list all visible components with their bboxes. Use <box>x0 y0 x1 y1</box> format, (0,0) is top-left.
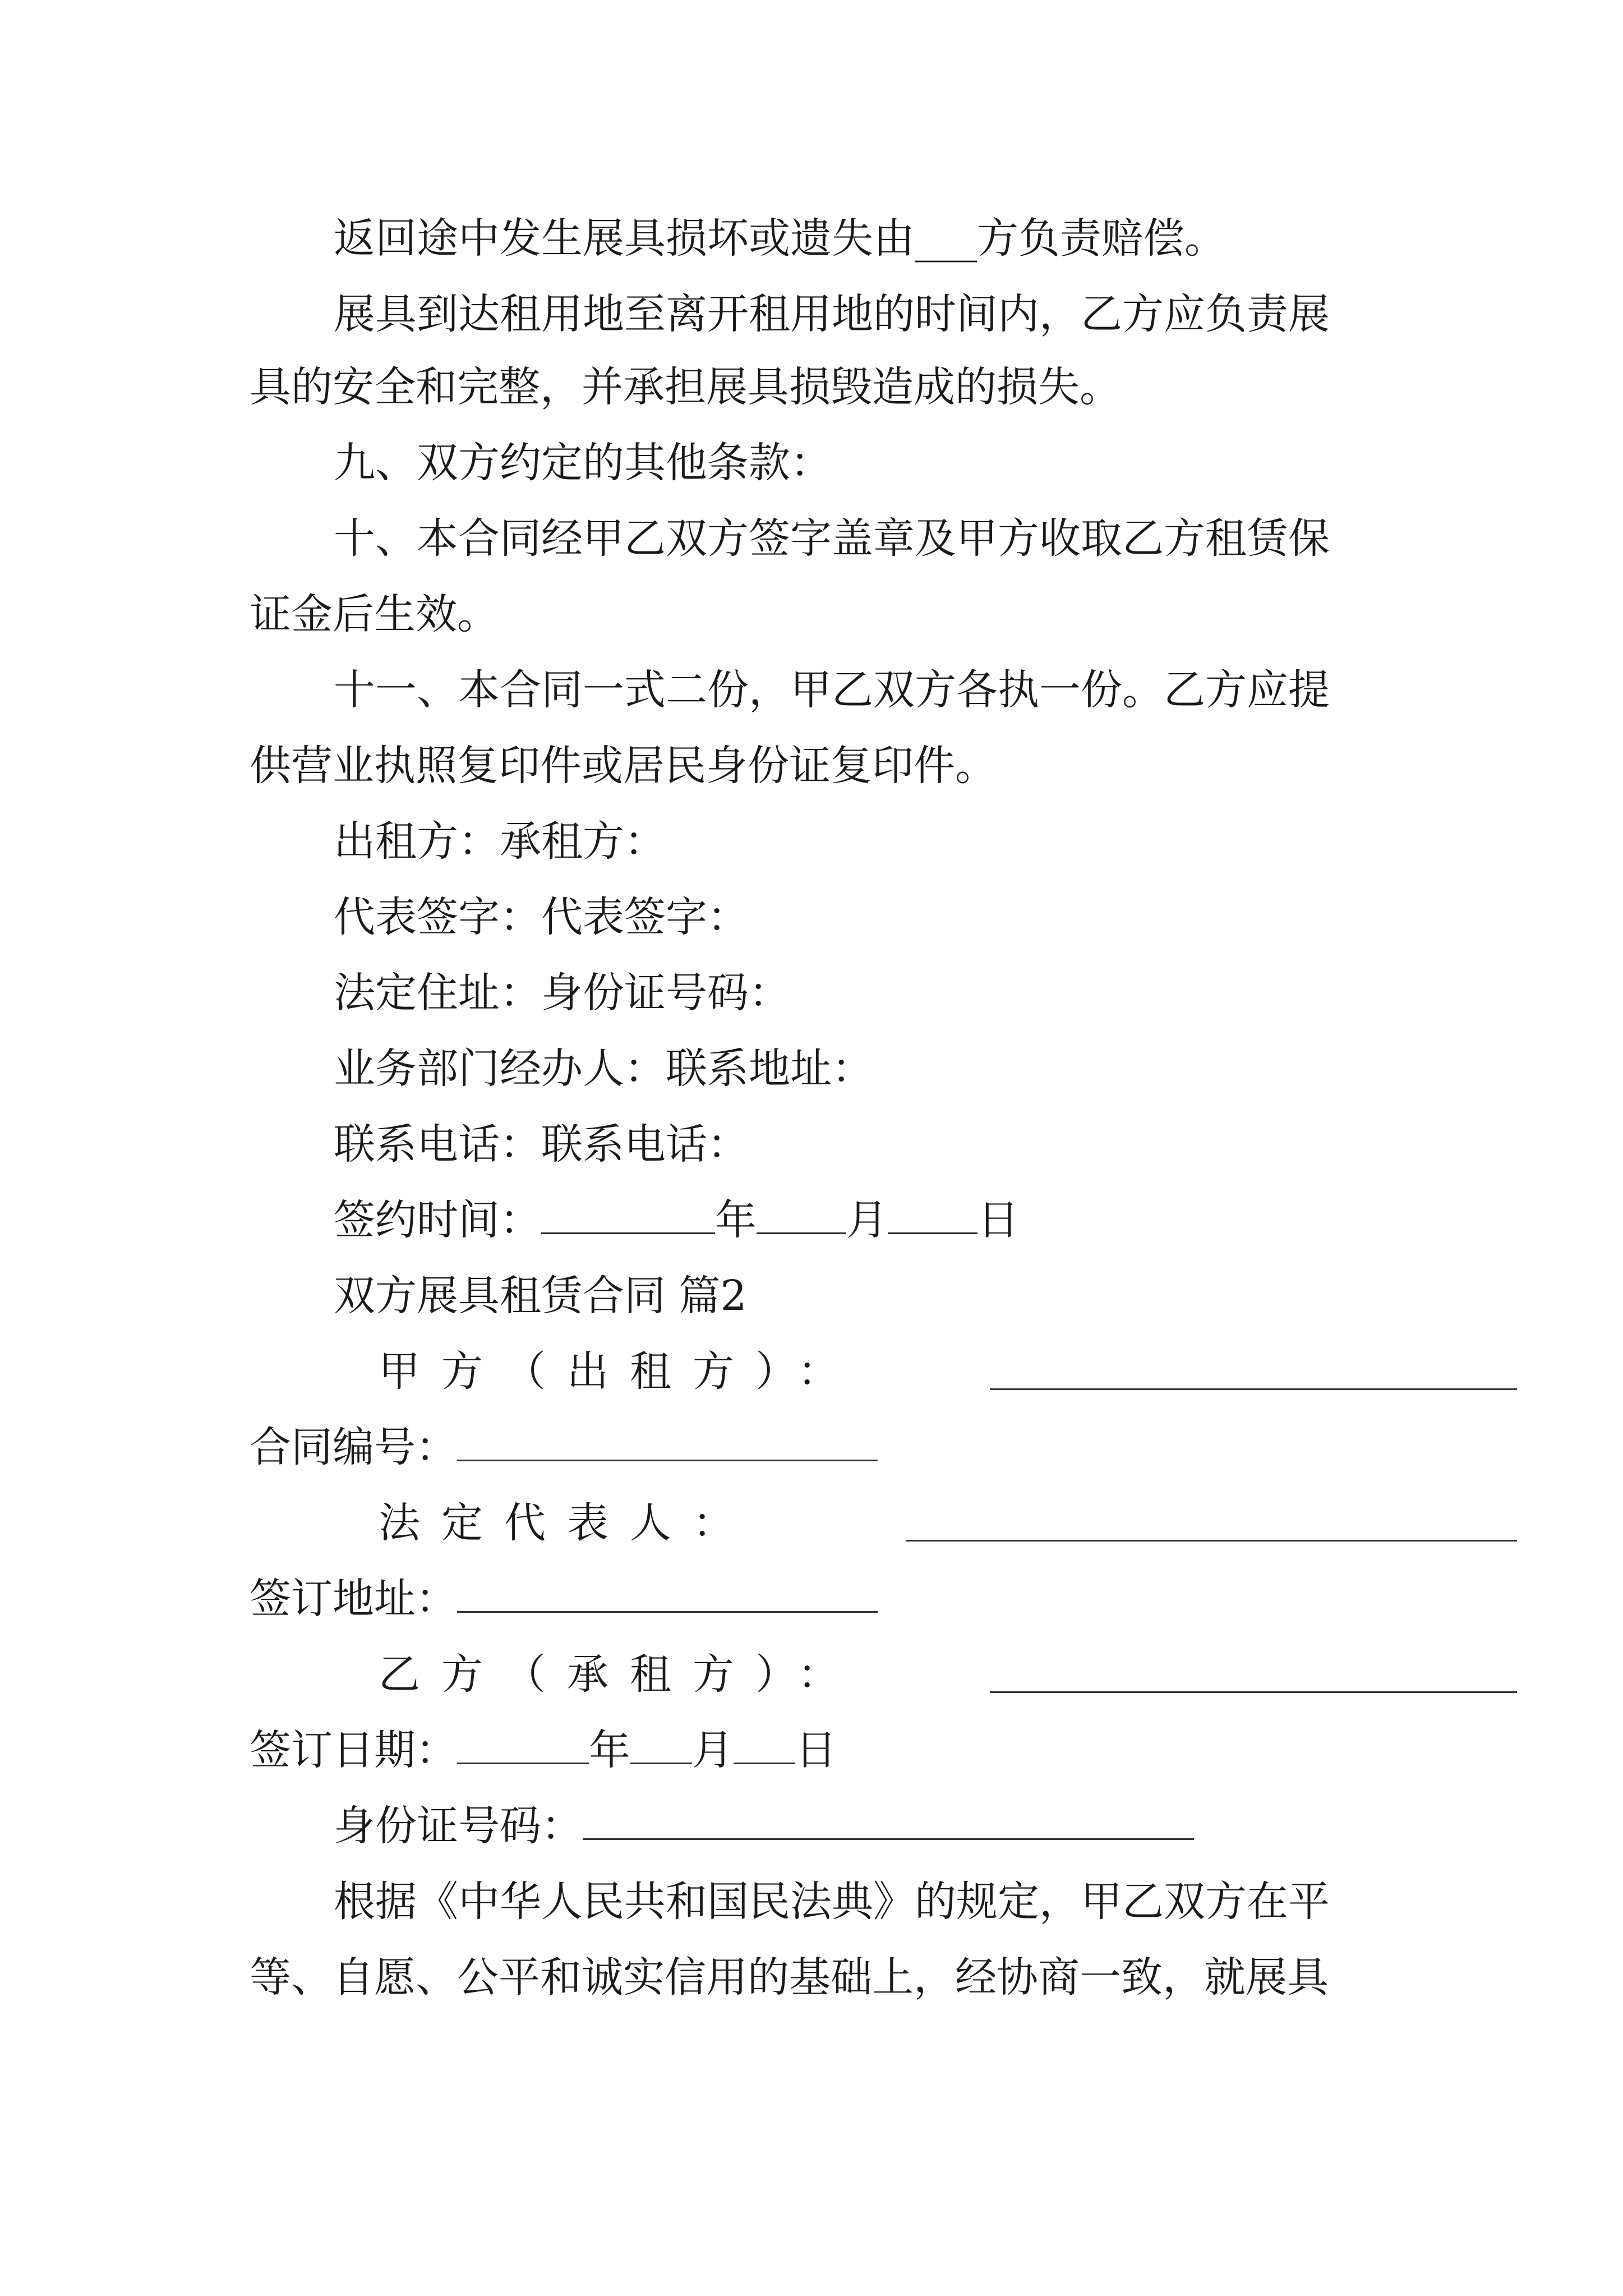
paragraph-line: 根据《中华人民共和国民法典》的规定，甲乙双方在平 <box>334 1878 1330 1926</box>
party-a-label: 甲方（出租方）： <box>379 1347 860 1396</box>
paragraph-line: 十一、本合同一式二份，甲乙双方各执一份。乙方应提 <box>334 666 1330 714</box>
sign-place-line <box>250 1571 1388 1627</box>
sign-year-blank <box>457 1728 589 1764</box>
sign-time-label: 签约时间： <box>334 1196 541 1244</box>
sign-date-label: 签订日期： <box>250 1726 457 1774</box>
year-label: 年 <box>715 1196 757 1244</box>
contract-no-blank <box>457 1425 878 1461</box>
signature-line: 出租方：承租方： <box>334 817 666 866</box>
paragraph-line: 供营业执照复印件或居民身份证复印件。 <box>250 742 997 790</box>
signature-line: 代表签字：代表签字： <box>334 893 749 941</box>
paragraph-line: 返回途中发生展具损坏或遗失由___方负责赔偿。 <box>334 214 1226 263</box>
id-no-label: 身份证号码： <box>334 1802 583 1850</box>
signature-line: 法定住址：身份证号码： <box>334 969 790 1017</box>
contract-no-line <box>250 1419 1388 1475</box>
paragraph-line: 证金后生效。 <box>250 590 499 638</box>
party-b-blank <box>990 1657 1517 1693</box>
contract-no-label: 合同编号： <box>250 1423 457 1471</box>
sign-year-label: 年 <box>589 1726 630 1774</box>
paragraph-line: 九、双方约定的其他条款： <box>334 439 832 487</box>
legal-rep-label: 法定代表人： <box>379 1499 755 1547</box>
month-blank <box>757 1198 846 1234</box>
party-b-line <box>250 1646 1517 1703</box>
paragraph-line: 等、自愿、公平和诚实信用的基础上，经协商一致，就展具 <box>250 1953 1329 2001</box>
sign-date-line <box>250 1722 1388 1778</box>
paragraph-line: 展具到达租用地至离开租用地的时间内，乙方应负责展 <box>334 290 1330 338</box>
party-a-line <box>250 1343 1517 1400</box>
sign-time-line <box>250 1192 1472 1248</box>
legal-rep-blank <box>906 1505 1517 1542</box>
day-blank <box>888 1198 978 1234</box>
sign-day-label: 日 <box>795 1726 837 1774</box>
party-a-blank <box>990 1354 1517 1390</box>
signature-line: 联系电话：联系电话： <box>334 1120 749 1168</box>
year-blank <box>541 1198 715 1234</box>
paragraph-line: 十、本合同经甲乙双方签字盖章及甲方收取乙方租赁保 <box>334 514 1330 563</box>
day-label: 日 <box>978 1196 1019 1244</box>
id-no-line <box>250 1798 1472 1854</box>
month-label: 月 <box>846 1196 888 1244</box>
sign-place-blank <box>457 1576 878 1613</box>
id-no-blank <box>583 1803 1194 1840</box>
paragraph-line: 具的安全和完整，并承担展具损毁造成的损失。 <box>250 363 1121 411</box>
sign-day-blank <box>734 1728 795 1764</box>
sign-month-blank <box>630 1728 692 1764</box>
sign-month-label: 月 <box>692 1726 734 1774</box>
sign-place-label: 签订地址： <box>250 1575 457 1623</box>
party-b-label: 乙方（承租方）： <box>379 1650 860 1699</box>
signature-line: 业务部门经办人：联系地址： <box>334 1045 873 1093</box>
section-title: 双方展具租赁合同 篇2 <box>334 1272 747 1320</box>
legal-rep-line <box>250 1495 1517 1551</box>
